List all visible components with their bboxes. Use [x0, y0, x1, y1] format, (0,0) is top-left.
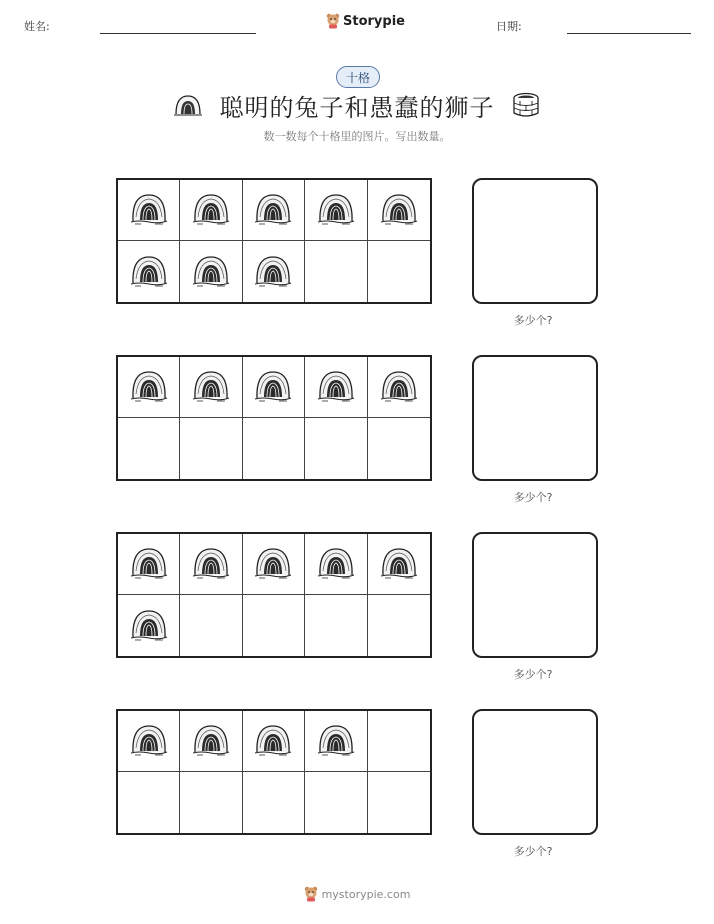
ten-frame-cell: [180, 418, 242, 479]
brand-name: Storypie: [343, 13, 405, 29]
ten-frame-cell: [118, 711, 180, 772]
ten-frame-cell: [180, 357, 242, 418]
ten-frame-cell: [180, 772, 242, 833]
cave-icon: [253, 191, 293, 229]
ten-frame-cell: [368, 241, 430, 302]
ten-frame-tag: 十格: [336, 66, 380, 88]
ten-frame-cell: [180, 711, 242, 772]
ten-frame-cell: [368, 595, 430, 656]
how-many-label: 多少个?: [513, 491, 553, 504]
ten-frame-cell: [368, 357, 430, 418]
well-icon: [511, 92, 541, 118]
cave-icon: [379, 545, 419, 583]
cave-icon: [191, 545, 231, 583]
answer-box[interactable]: [472, 709, 598, 835]
answer-box[interactable]: [472, 355, 598, 481]
cave-icon: [129, 545, 169, 583]
ten-frame-cell: [243, 772, 305, 833]
cave-icon: [191, 253, 231, 291]
brand-logo: [326, 13, 405, 29]
ten-frame: [116, 532, 432, 658]
ten-frame-cell: [118, 534, 180, 595]
cave-icon: [253, 253, 293, 291]
ten-frame-cell: [243, 357, 305, 418]
page-title: 聪明的兔子和愚蠢的狮子: [219, 94, 495, 122]
cave-icon: [253, 722, 293, 760]
cave-icon: [129, 722, 169, 760]
ten-frame-cell: [305, 534, 367, 595]
cave-icon: [379, 191, 419, 229]
ten-frame-cell: [305, 180, 367, 241]
cave-icon: [316, 191, 356, 229]
name-label: 姓名:: [24, 20, 50, 33]
ten-frame-cell: [305, 418, 367, 479]
ten-frame-cell: [305, 711, 367, 772]
ten-frame-cell: [243, 180, 305, 241]
ten-frame: [116, 709, 432, 835]
cave-icon: [316, 545, 356, 583]
ten-frame-cell: [118, 357, 180, 418]
ten-frame-cell: [305, 595, 367, 656]
answer-box[interactable]: [472, 178, 598, 304]
ten-frame-cell: [118, 418, 180, 479]
ten-frame-cell: [243, 418, 305, 479]
ten-frame-cell: [243, 595, 305, 656]
ten-frame-cell: [305, 357, 367, 418]
ten-frame-cell: [118, 180, 180, 241]
ten-frame-cell: [180, 241, 242, 302]
ten-frame-cell: [118, 241, 180, 302]
how-many-label: 多少个?: [513, 314, 553, 327]
cave-icon: [191, 191, 231, 229]
footer-url[interactable]: mystorypie.com: [321, 887, 411, 901]
date-label: 日期:: [496, 20, 522, 33]
cave-icon: [253, 368, 293, 406]
ten-frame: [116, 178, 432, 304]
ten-frame-cell: [368, 180, 430, 241]
ten-frame-cell: [305, 241, 367, 302]
bear-mascot-icon: [326, 13, 340, 29]
bear-mascot-icon: [304, 886, 318, 902]
cave-icon: [316, 722, 356, 760]
cave-icon: [253, 545, 293, 583]
cave-icon: [129, 253, 169, 291]
cave-icon: [191, 368, 231, 406]
ten-frame-cell: [368, 711, 430, 772]
how-many-label: 多少个?: [513, 668, 553, 681]
footer: [0, 886, 714, 902]
cave-icon: [379, 368, 419, 406]
ten-frame-cell: [368, 534, 430, 595]
date-line[interactable]: [567, 33, 691, 34]
instructions: 数一数每个十格里的图片。写出数量。: [263, 130, 451, 143]
answer-box[interactable]: [472, 532, 598, 658]
ten-frame-cell: [368, 772, 430, 833]
cave-icon: [191, 722, 231, 760]
cave-icon: [316, 368, 356, 406]
ten-frame-cell: [180, 534, 242, 595]
ten-frame-cell: [243, 241, 305, 302]
how-many-label: 多少个?: [513, 845, 553, 858]
ten-frame-cell: [243, 534, 305, 595]
ten-frame-cell: [118, 772, 180, 833]
ten-frame-cell: [180, 180, 242, 241]
ten-frame-cell: [305, 772, 367, 833]
cave-icon: [129, 607, 169, 645]
ten-frame: [116, 355, 432, 481]
ten-frame-cell: [368, 418, 430, 479]
ten-frame-cell: [180, 595, 242, 656]
ten-frame-cell: [118, 595, 180, 656]
name-line[interactable]: [100, 33, 256, 34]
cave-icon: [129, 368, 169, 406]
cave-icon: [129, 191, 169, 229]
ten-frame-cell: [243, 711, 305, 772]
